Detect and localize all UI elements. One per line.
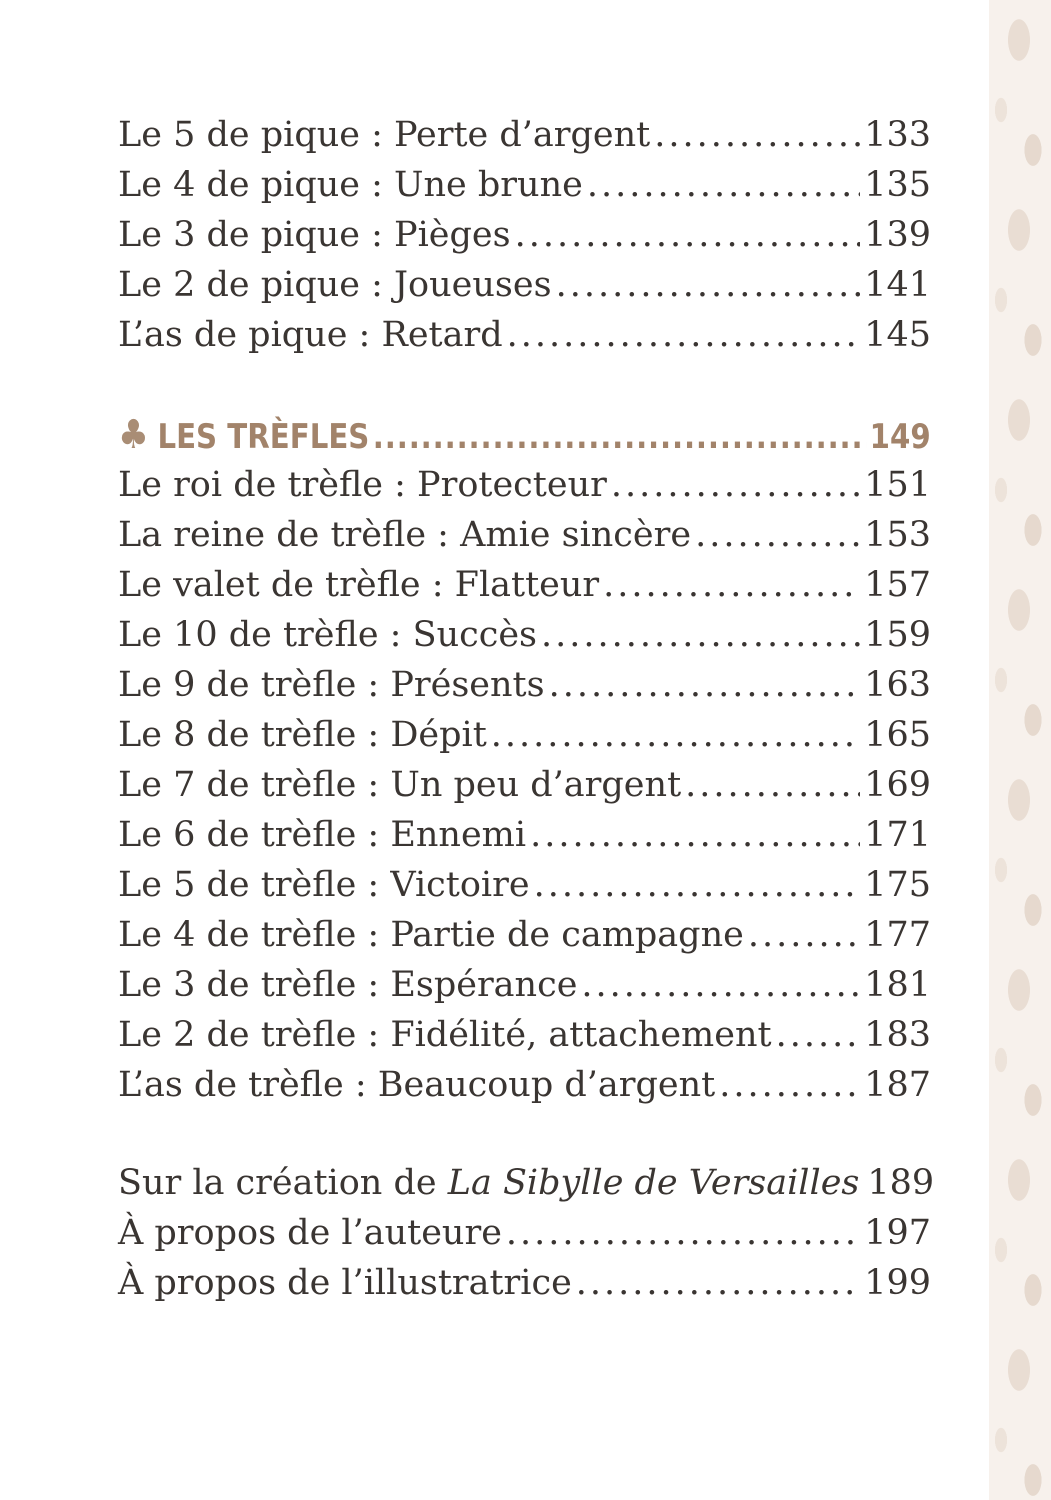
toc-entry-page: 141 xyxy=(864,265,931,305)
label-prefix: Sur la création de xyxy=(118,1163,448,1203)
dot-leader xyxy=(576,1258,860,1308)
toc-entry[interactable] xyxy=(118,110,931,160)
dot-leader xyxy=(748,910,860,960)
dot-leader xyxy=(530,810,860,860)
toc-entry-label: Le 9 de trèfle : Présents xyxy=(118,665,545,705)
toc-entry-label: À propos de l’auteure xyxy=(118,1213,502,1253)
dot-leader xyxy=(654,110,860,160)
toc-entry[interactable] xyxy=(118,160,931,210)
toc-entry-page: 169 xyxy=(864,765,931,805)
toc-entry[interactable] xyxy=(118,1060,931,1110)
toc-entry-page: 135 xyxy=(864,165,931,205)
dot-leader xyxy=(515,210,861,260)
section-heading-trefles[interactable] xyxy=(118,410,931,460)
toc-entry-page: 181 xyxy=(864,965,931,1005)
toc-entry-label: Le 3 de trèfle : Espérance xyxy=(118,965,578,1005)
toc-entry-label: Le 3 de pique : Pièges xyxy=(118,215,511,255)
toc-entry-label: Le 2 de pique : Joueuses xyxy=(118,265,552,305)
toc-entry-label: Le 4 de pique : Une brune xyxy=(118,165,583,205)
toc-entry[interactable] xyxy=(118,760,931,810)
toc-entry-page: 183 xyxy=(864,1015,931,1055)
toc-entry-label: La reine de trèfle : Amie sincère xyxy=(118,515,692,555)
toc-entry-label: Le 6 de trèfle : Ennemi xyxy=(118,815,527,855)
dot-leader xyxy=(507,310,861,360)
toc-entry[interactable] xyxy=(118,260,931,310)
toc-entry[interactable] xyxy=(118,560,931,610)
toc-entry[interactable] xyxy=(118,310,931,360)
toc-entry-label xyxy=(118,1158,859,1208)
toc-entry-page: 157 xyxy=(864,565,931,605)
toc-entry[interactable] xyxy=(118,1010,931,1060)
damask-border xyxy=(989,0,1051,1500)
toc-entry-label: Le 7 de trèfle : Un peu d’argent xyxy=(118,765,682,805)
toc-entry-page: 177 xyxy=(864,915,931,955)
club-icon: ♣ xyxy=(118,412,149,458)
dot-leader xyxy=(603,560,860,610)
toc-entry-page: 171 xyxy=(864,815,931,855)
dot-leader xyxy=(491,710,860,760)
toc-entry-page: 199 xyxy=(864,1263,931,1303)
toc-entry-page: 153 xyxy=(864,515,931,555)
toc-entry-label: Le 8 de trèfle : Dépit xyxy=(118,715,487,755)
toc-entry-page: 197 xyxy=(864,1213,931,1253)
table-of-contents xyxy=(118,110,935,1308)
toc-entry-label: Le 5 de pique : Perte d’argent xyxy=(118,115,651,155)
toc-entry-illustratrice[interactable] xyxy=(118,1258,931,1308)
toc-entry-page: 187 xyxy=(864,1065,931,1105)
toc-entry[interactable] xyxy=(118,210,931,260)
toc-entry-page: 151 xyxy=(864,465,931,505)
dot-leader xyxy=(695,510,860,560)
toc-entry-page: 145 xyxy=(864,315,931,355)
toc-entry-page: 159 xyxy=(864,615,931,655)
toc-entry[interactable] xyxy=(118,810,931,860)
toc-entry-label: Le valet de trèfle : Flatteur xyxy=(118,565,600,605)
toc-entry[interactable] xyxy=(118,510,931,560)
toc-entry-page: 189 xyxy=(867,1163,935,1203)
dot-leader xyxy=(556,260,861,310)
toc-entry-label: Le roi de trèfle : Protecteur xyxy=(118,465,607,505)
toc-entry-label: L’as de pique : Retard xyxy=(118,315,503,355)
book-title: La Sibylle de Versailles xyxy=(447,1163,860,1203)
dot-leader xyxy=(719,1060,860,1110)
toc-entry-page: 175 xyxy=(864,865,931,905)
dot-leader xyxy=(685,760,860,810)
toc-entry[interactable] xyxy=(118,710,931,760)
section-title: LES TRÈFLES xyxy=(157,417,370,457)
toc-entry[interactable] xyxy=(118,660,931,710)
dot-leader xyxy=(541,610,860,660)
toc-entry-label: Le 10 de trèfle : Succès xyxy=(118,615,537,655)
toc-entry[interactable] xyxy=(118,460,931,510)
toc-entry-auteure[interactable] xyxy=(118,1208,931,1258)
section-spacer xyxy=(118,1110,931,1158)
toc-entry-label: L’as de trèfle : Beaucoup d’argent xyxy=(118,1065,716,1105)
section-page: 149 xyxy=(869,417,931,457)
dot-leader xyxy=(373,412,866,462)
dot-leader xyxy=(534,860,861,910)
toc-entry[interactable] xyxy=(118,960,931,1010)
toc-entry-label: Le 4 de trèfle : Partie de campagne xyxy=(118,915,744,955)
dot-leader xyxy=(581,960,860,1010)
toc-entry-page: 139 xyxy=(864,215,931,255)
toc-entry[interactable] xyxy=(118,910,931,960)
dot-leader xyxy=(506,1208,860,1258)
toc-entry-label: Le 2 de trèfle : Fidélité, attachement xyxy=(118,1015,772,1055)
toc-entry[interactable] xyxy=(118,860,931,910)
toc-entry[interactable] xyxy=(118,610,931,660)
toc-entry-label: À propos de l’illustratrice xyxy=(118,1263,572,1303)
toc-entry-creation[interactable] xyxy=(118,1158,935,1208)
toc-entry-page: 163 xyxy=(864,665,931,705)
toc-entry-label: Le 5 de trèfle : Victoire xyxy=(118,865,530,905)
dot-leader xyxy=(611,460,860,510)
toc-entry-page: 165 xyxy=(864,715,931,755)
dot-leader xyxy=(549,660,861,710)
dot-leader xyxy=(587,160,860,210)
section-spacer xyxy=(118,360,931,410)
toc-entry-page: 133 xyxy=(864,115,931,155)
dot-leader xyxy=(776,1010,861,1060)
